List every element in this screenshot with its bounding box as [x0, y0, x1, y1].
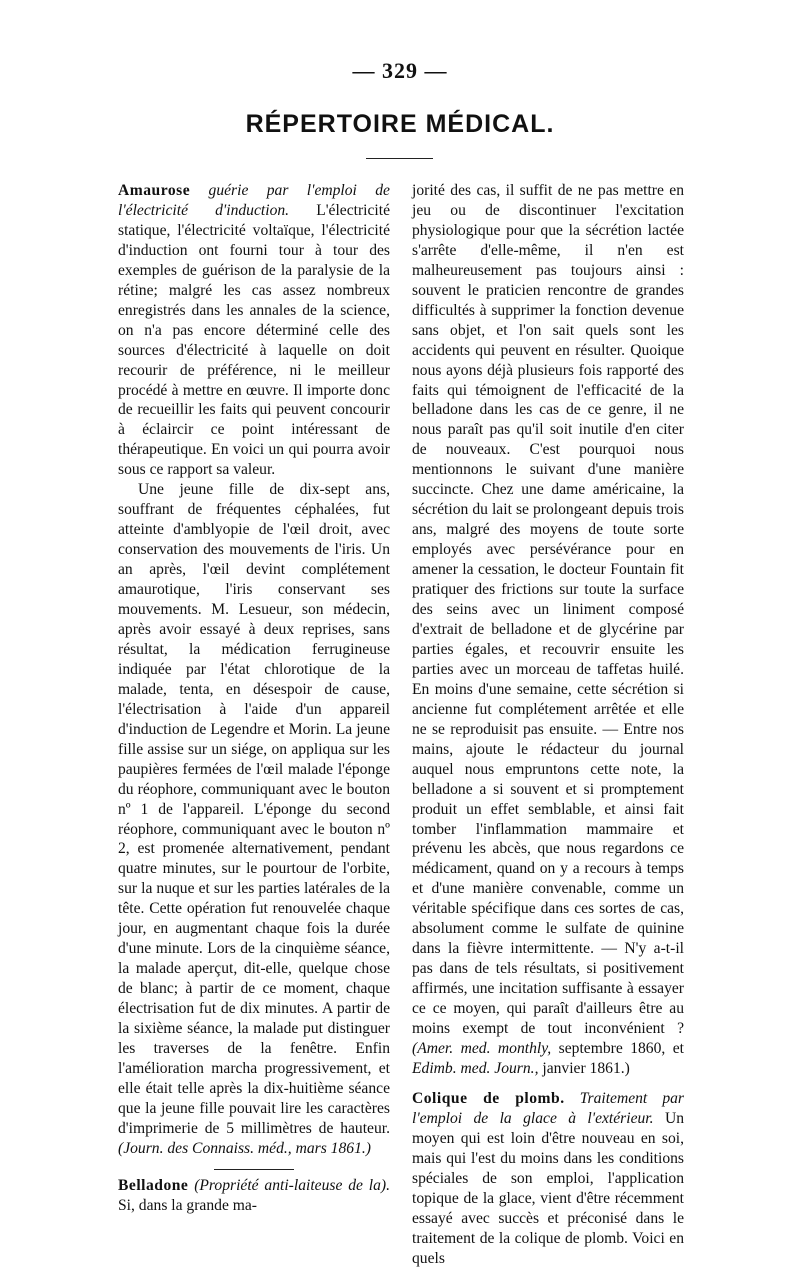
article-subtitle-colique: Traitement par l'emploi de la glace à l'extérieur. — [412, 1089, 684, 1127]
belladone-citation-source-1: (Amer. med. monthly, — [412, 1039, 552, 1057]
title-divider — [366, 158, 433, 159]
belladone-paragraph — [118, 1176, 390, 1216]
page-title: RÉPERTOIRE MÉDICAL. — [245, 110, 555, 138]
article-heading-belladone: Belladone — [118, 1176, 189, 1194]
colique-text: Un moyen qui est loin d'être nouveau en soi, mais qui l'est du moins dans les conditions spéciales de son emploi, l'application topique de la glace, vient d'être récemment essayé avec succès et préconisé dans le traitement de la colique de plomb. Voici en quels — [412, 1109, 684, 1267]
belladone-text-start: Si, dans la grande ma- — [118, 1196, 258, 1214]
belladone-citation-date-1: septembre 1860, et — [551, 1039, 684, 1057]
article-subtitle-belladone: (Propriété anti-laiteuse de la). — [194, 1176, 390, 1194]
amaurose-paragraph — [118, 181, 390, 480]
amaurose-citation: (Journ. des Connaiss. méd., mars 1861.) — [118, 1139, 371, 1157]
belladone-citation-source-2: Edimb. med. Journ., — [412, 1059, 539, 1077]
article-heading-colique: Colique de plomb. — [412, 1089, 565, 1107]
right-column — [412, 181, 684, 1268]
belladone-text-cont: jorité des cas, il suffit de ne pas mettre en jeu ou de discontinuer l'excitation physiologique pour que la sécrétion lactée s'arrête d'elle-même, il n'en est malheureusement pas toujours ainsi : souvent le praticien rencontre de grandes difficultés à supprimer la fonction devenue sans objet, et l'on sait quels sont les accidents qui peuvent en résulter. Quoique nous ayons déjà plusieurs fois rapporté des faits qui témoignent de l'efficacité de la belladone dans les cas de ce genre, il ne nous paraît pas qu'il soit inutile d'en citer de nouveaux. C'est pourquoi nous mentionnons le suivant d'une manière succincte. Chez une dame américaine, la sécrétion du lait se prolongeant depuis trois ans, malgré des moyens de toute sorte employés avec persévérance pour en amener la cessation, le docteur Fountain fit pratiquer des frictions sur toute la surface des seins avec un liniment composé d'extrait de belladone et de glycérine par parties égales, et recouvrir ensuite les parties avec un morceau de taffetas huilé. En moins d'une semaine, cette sécrétion si ancienne fut complétement arrêtée et elle ne se reproduisit pas ensuite. — Entre nos mains, ajoute le rédacteur du journal auquel nous empruntons cette note, la belladone a si souvent et si promptement produit un effet semblable, et ainsi fait tomber l'inflammation mammaire et prévenu les abcès, que nous regardons ce médicament, quand on y a recours à temps et d'une manière convenable, comme un véritable spécifique dans ces sortes de cas, absolument comme le sulfate de quinine dans la fièvre intermittente. — N'y a-t-il pas dans de tels résultats, si positivement affirmés, une incitation suffisante à essayer ce ce moyen, qui paraît d'ailleurs être au moins exempt de tout inconvénient ? — [412, 182, 684, 1038]
left-column — [118, 181, 390, 1216]
amaurose-paragraph-2 — [118, 480, 390, 1158]
section-divider — [214, 1169, 294, 1170]
belladone-citation-date-2: janvier 1861.) — [538, 1059, 630, 1077]
amaurose-text-1: L'électricité statique, l'électricité voltaïque, l'électricité d'induction ont fourni tour à tour des exemples de guérison de la paralysie de la rétine; malgré les cas assez nombreux enregistrés dans les annales de la science, on n'a pas encore déterminé celle des sources d'électricité à laquelle on doit recourir de préférence, ni le meilleur procédé à mettre en œuvre. Il importe donc de recueillir les faits qui peuvent concourir à éclaircir ce point intéressant de thérapeutique. En voici un qui pourra avoir sous ce rapport sa valeur. — [118, 201, 390, 479]
colique-paragraph — [412, 1089, 684, 1268]
page-number: — 329 — — [352, 58, 448, 83]
amaurose-text-2: Une jeune fille de dix-sept ans, souffrant de fréquentes céphalées, fut atteinte d'amblyopie de l'œil droit, avec conservation des mouvements de l'iris. Un an après, l'œil devint complétement amaurotique, l'iris conservant ses mouvements. M. Lesueur, son médecin, après avoir essayé à deux reprises, sans résultat, la médication ferrugineuse indiquée par l'état chlorotique de la malade, tenta, en désespoir de cause, l'électrisation à l'aide d'un appareil d'induction de Legendre et Morin. La jeune fille assise sur un siége, on appliqua sur les paupières fermées de l'œil malade l'éponge du réophore, communiquant avec le bouton nº 1 de l'appareil. L'éponge du second réophore, communiquant avec le bouton nº 2, est promenée alternativement, pendant quatre minutes, sur le pourtour de l'orbite, sur la nuque et sur les parties latérales de la tête. Cette opération fut renouvelée chaque jour, en augmentant chaque fois la durée d'une minute. Lors de la cinquième séance, la malade aperçut, dit-elle, quelque chose de blanc; à partir de ce moment, chaque électrisation fut de dix minutes. A partir de la sixième séance, la malade put distinguer les traverses de la fenêtre. Enfin l'amélioration marcha progressivement, et elle était telle après la dix-huitième séance que la jeune fille pouvait lire les caractères d'imprimerie de 5 millimètres de hauteur. — [118, 481, 390, 1137]
article-subtitle-amaurose: guérie par l'emploi de l'électricité d'induction. — [118, 182, 390, 219]
belladone-continuation — [412, 181, 684, 1079]
article-heading-amaurose: Amaurose — [118, 182, 191, 199]
